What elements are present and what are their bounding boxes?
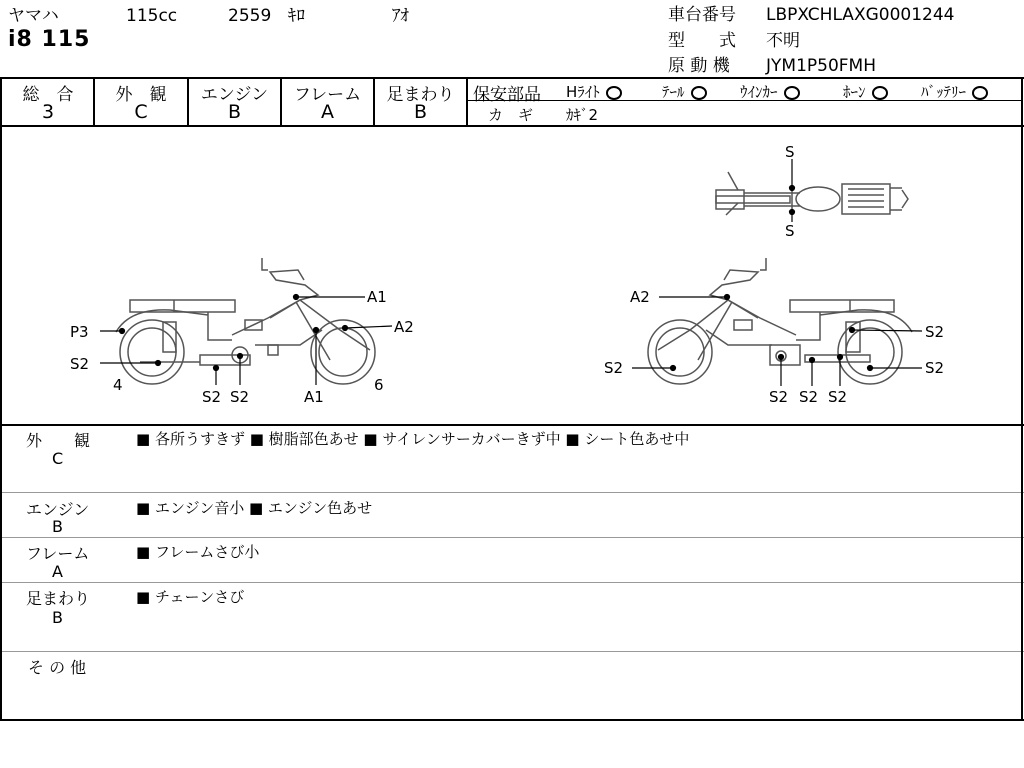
grade-frame-label: フレーム	[293, 85, 362, 105]
type-label: 型 式	[668, 31, 736, 51]
section-grade: B	[52, 608, 63, 627]
frame-no: LBPXCHLAXG0001244	[766, 5, 955, 25]
diagram-label: S2	[70, 355, 90, 373]
divider	[0, 424, 1024, 426]
grade-exterior-value: C	[134, 101, 148, 123]
displacement: 115cc	[126, 6, 178, 26]
grade-frame-value: A	[321, 101, 334, 123]
diagram-label: S2	[925, 323, 945, 341]
safety-parts-label: 保安部品	[473, 85, 541, 105]
diagram-label: S2	[769, 388, 789, 406]
ok-circle-icon	[691, 86, 707, 100]
section-title: そ の 他	[28, 658, 87, 677]
divider	[0, 719, 1024, 721]
grade-engine-label: エンジン	[200, 85, 269, 105]
diagram-label: S2	[925, 359, 945, 377]
diagram-label: P3	[70, 323, 89, 341]
model-name: i8 115	[8, 27, 91, 52]
safety-item-headlight: Hﾗｲﾄ	[566, 81, 622, 102]
damage-diagram	[0, 127, 1024, 424]
grade-engine-value: B	[227, 101, 242, 123]
safety-item-tail: ﾃｰﾙ	[662, 81, 707, 102]
grade-overall-value: 3	[41, 101, 55, 123]
diagram-label: A1	[367, 288, 387, 306]
section-title: 足まわり	[26, 589, 91, 608]
diagram-label: S2	[604, 359, 624, 377]
safety-item-battery: ﾊﾞｯﾃﾘｰ	[921, 81, 988, 102]
divider	[0, 582, 1024, 583]
diagram-label: S2	[828, 388, 848, 406]
grade-suspension-value: B	[413, 101, 428, 123]
ok-circle-icon	[972, 86, 988, 100]
diagram-label: 4	[113, 376, 123, 394]
diagram-label: A2	[394, 318, 414, 336]
diagram-label: S2	[799, 388, 819, 406]
ok-circle-icon	[872, 86, 888, 100]
section-remarks: ■ 各所うすきず ■ 樹脂部色あせ ■ サイレンサーカバーきず中 ■ シート色あせ中	[136, 430, 690, 448]
section-grade: A	[52, 562, 63, 581]
section-remarks: ■ エンジン音小 ■ エンジン色あせ	[136, 499, 373, 517]
diagram-label: S	[785, 143, 795, 161]
section-grade: C	[52, 449, 64, 468]
frame-no-label: 車台番号	[668, 5, 736, 25]
divider	[0, 492, 1024, 493]
section-title: フレーム	[26, 544, 90, 563]
divider	[0, 537, 1024, 538]
key-label: カ ギ	[488, 106, 534, 124]
grade-exterior-label: 外 観	[115, 85, 167, 105]
section-remarks: ■ フレームさび小	[136, 543, 260, 561]
engine-label: 原 動 機	[668, 56, 730, 76]
diagram-label: S2	[202, 388, 222, 406]
section-grade: B	[52, 517, 63, 536]
section-remarks: ■ チェーンさび	[136, 588, 245, 606]
grade-suspension-label: 足まわり	[386, 85, 455, 105]
ok-circle-icon	[606, 86, 622, 100]
right-side-view-scooter	[648, 258, 912, 384]
maker: ヤマハ	[8, 6, 59, 26]
safety-item-winker: ｳｲﾝｶｰ	[740, 81, 800, 102]
diagram-label: S	[785, 222, 795, 240]
grade-overall-label: 総 合	[22, 85, 74, 105]
mileage: 2559	[228, 6, 272, 26]
safety-item-horn: ﾎｰﾝ	[843, 81, 888, 102]
divider	[0, 651, 1024, 652]
ok-circle-icon	[784, 86, 800, 100]
type-value: 不明	[766, 31, 800, 51]
divider	[0, 77, 1024, 79]
diagram-label: A1	[304, 388, 324, 406]
top-view-scooter	[716, 172, 908, 215]
diagram-label: 6	[374, 376, 384, 394]
key-value: ｶｷﾞ2	[566, 106, 599, 124]
engine-value: JYM1P50FMH	[766, 56, 876, 76]
left-side-view-scooter	[116, 258, 375, 384]
diagram-label: S2	[230, 388, 250, 406]
diagram-label: A2	[630, 288, 650, 306]
section-title: エンジン	[26, 500, 90, 519]
section-title: 外 観	[26, 431, 91, 450]
color: ｱｵ	[392, 6, 409, 26]
divider	[466, 77, 468, 126]
mileage-unit: ｷﾛ	[288, 6, 305, 26]
